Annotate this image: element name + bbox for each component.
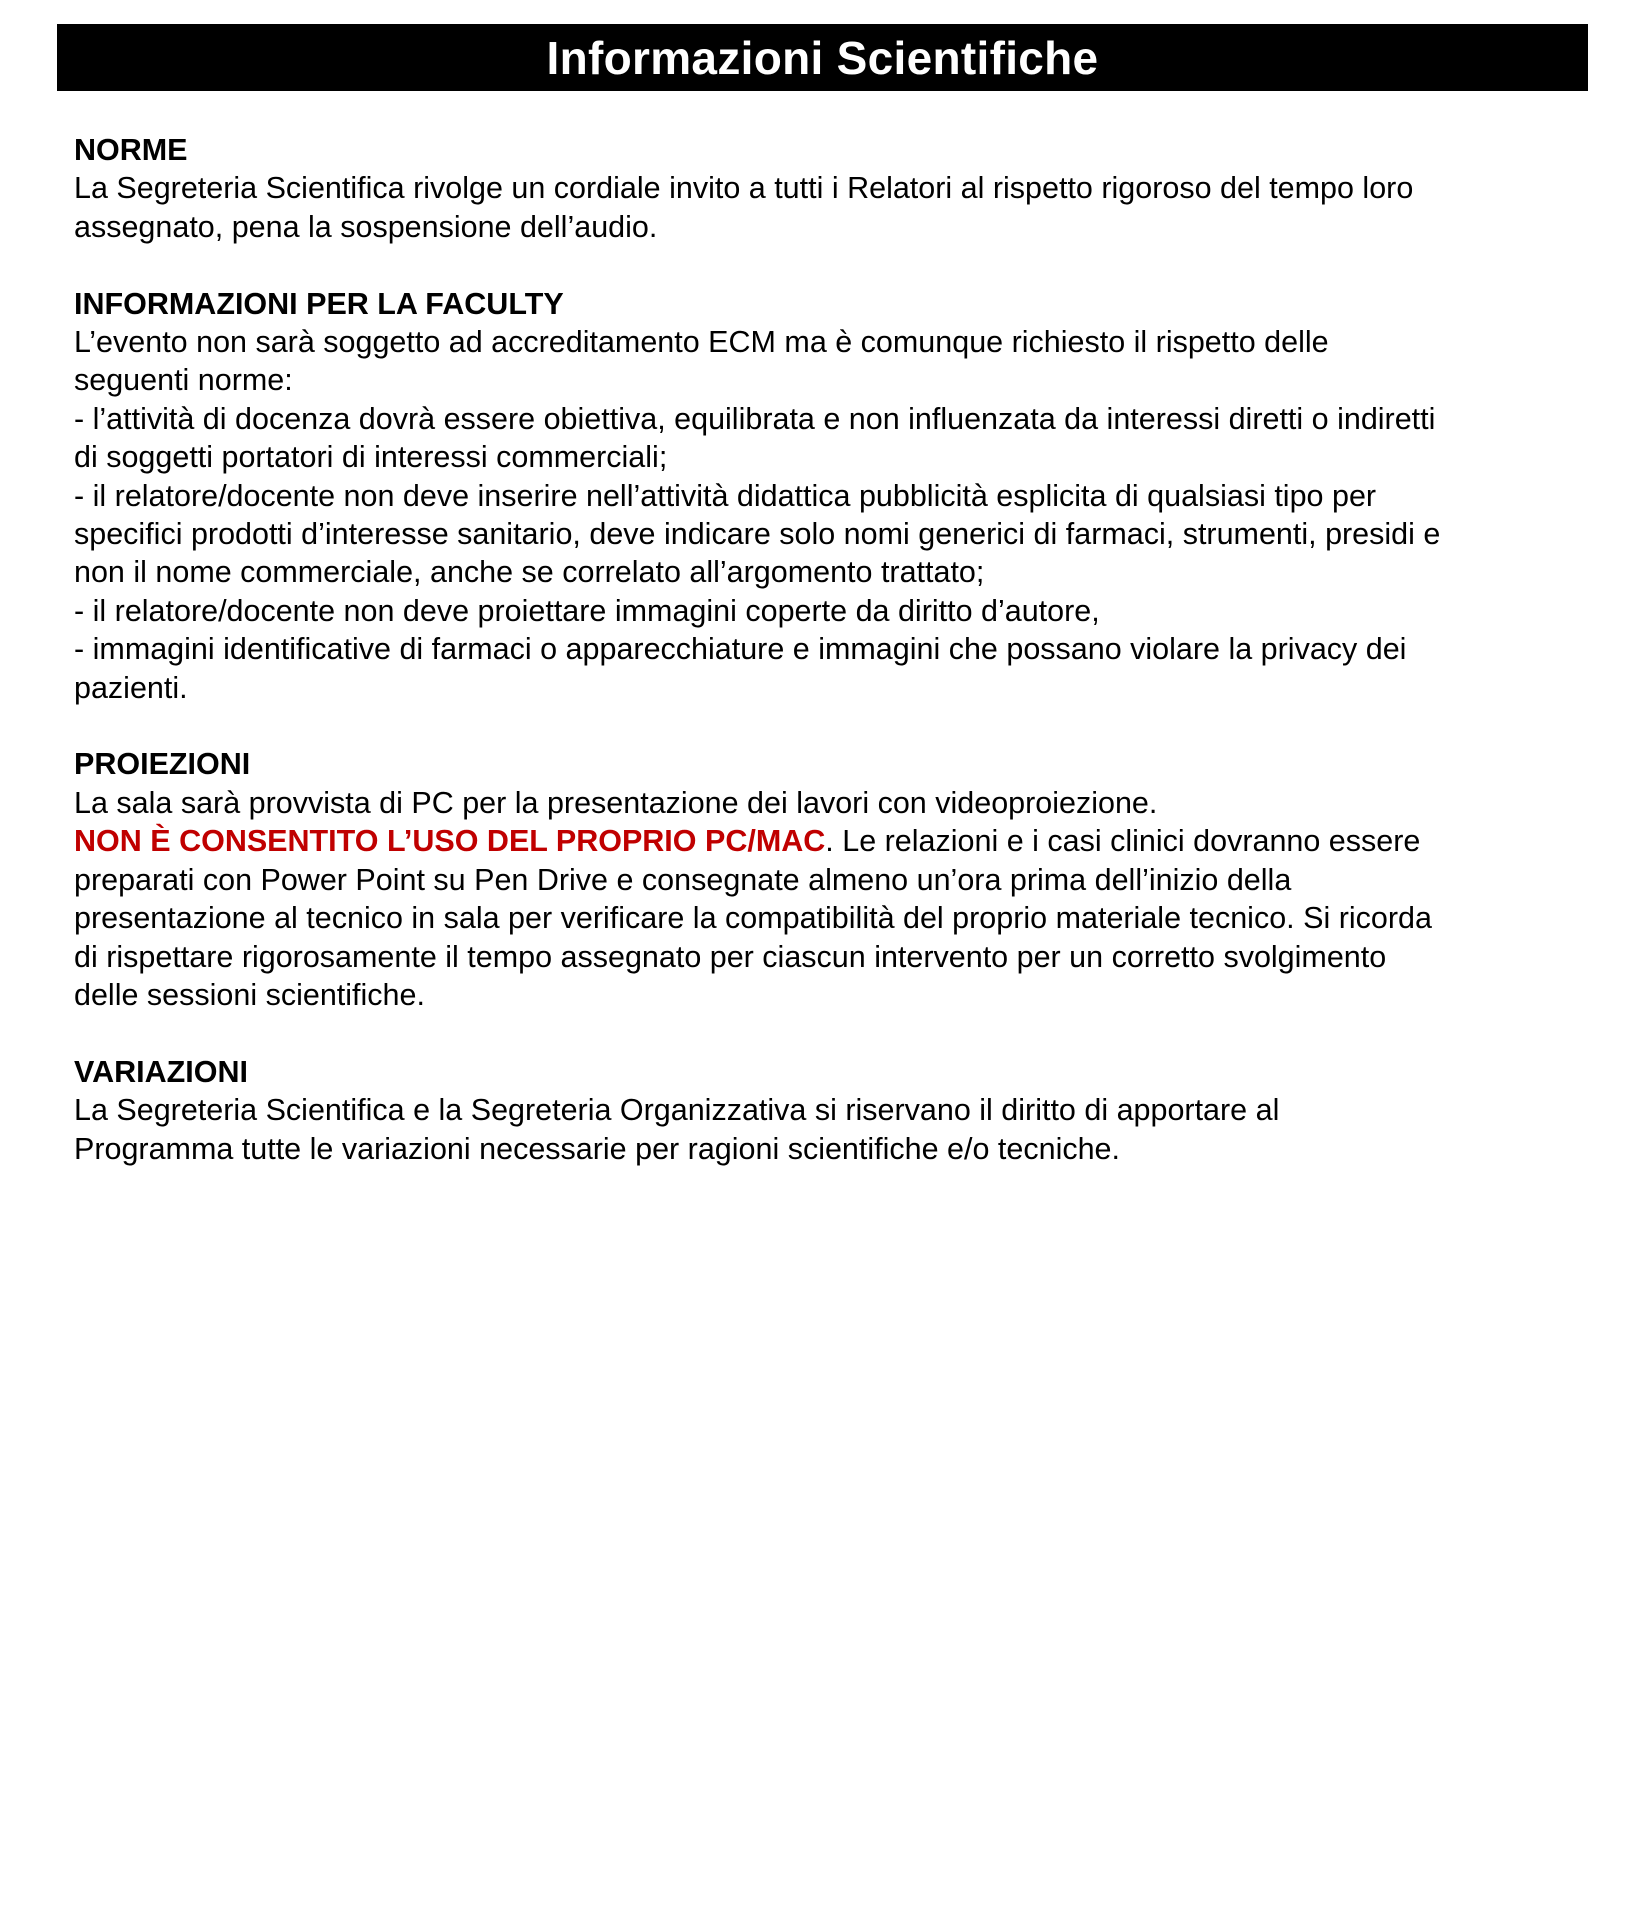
page-title: Informazioni Scientifiche (546, 31, 1099, 84)
text-line: L’evento non sarà soggetto ad accreditamento ECM ma è comunque richiesto il rispetto delle (74, 325, 1329, 360)
section-norme (74, 131, 1584, 246)
section-heading-norme: NORME (74, 133, 188, 167)
title-bar (57, 24, 1588, 91)
text-line: seguenti norme: (74, 363, 293, 398)
text-line: - il relatore/docente non deve proiettare immagini coperte da diritto d’autore, (74, 593, 1100, 628)
section-variazioni (74, 1053, 1584, 1168)
text-line: Programma tutte le variazioni necessarie per ragioni scientifiche e/o tecniche. (74, 1131, 1120, 1166)
document-body (74, 131, 1584, 1206)
section-heading-proiezioni: PROIEZIONI (74, 747, 251, 782)
proiezioni-text (74, 784, 1584, 1014)
text-line: - l’attività di docenza dovrà essere obiettiva, equilibrata e non influenzata da interessi diretti o indiretti (74, 401, 1436, 436)
text-line: non il nome commerciale, anche se correlato all’argomento trattato; (74, 555, 985, 590)
section-heading-variazioni: VARIAZIONI (74, 1054, 248, 1089)
text-line: - immagini identificative di farmaci o apparecchiature e immagini che possano violare la privacy dei (74, 632, 1407, 667)
text-line: . Le relazioni e i casi clinici dovranno essere (825, 824, 1421, 859)
text-line: pazienti. (74, 670, 188, 705)
text-line: preparati con Power Point su Pen Drive e consegnate almeno un’ora prima dell’inizio della (74, 862, 1292, 897)
section-proiezioni (74, 745, 1584, 1014)
section-faculty (74, 285, 1584, 707)
text-line: di rispettare rigorosamente il tempo assegnato per ciascun intervento per un corretto svolgimento (74, 939, 1387, 974)
variazioni-text (74, 1091, 1584, 1168)
norme-text (74, 169, 1584, 246)
text-line: La Segreteria Scientifica rivolge un cordiale invito a tutti i Relatori al rispetto rigoroso del tempo loro (74, 171, 1414, 206)
text-line: delle sessioni scientifiche. (74, 977, 425, 1012)
text-line: specifici prodotti d’interesse sanitario, deve indicare solo nomi generici di farmaci, strumenti, presidi e (74, 517, 1441, 552)
text-line: La sala sarà provvista di PC per la presentazione dei lavori con videoproiezione. (74, 785, 1158, 820)
pc-warning: NON È CONSENTITO L’USO DEL PROPRIO PC/MAC (74, 824, 826, 859)
text-line: - il relatore/docente non deve inserire nell’attività didattica pubblicità esplicita di qualsiasi tipo per (74, 478, 1377, 513)
text-line: La Segreteria Scientifica e la Segreteria Organizzativa si riservano il diritto di apportare al (74, 1093, 1280, 1128)
section-heading-faculty: INFORMAZIONI PER LA FACULTY (74, 286, 564, 321)
text-line: assegnato, pena la sospensione dell’audio. (74, 209, 658, 244)
faculty-text (74, 323, 1584, 707)
text-line: di soggetti portatori di interessi commerciali; (74, 440, 668, 475)
text-line: presentazione al tecnico in sala per verificare la compatibilità del proprio materiale tecnico. Si ricorda (74, 901, 1432, 936)
